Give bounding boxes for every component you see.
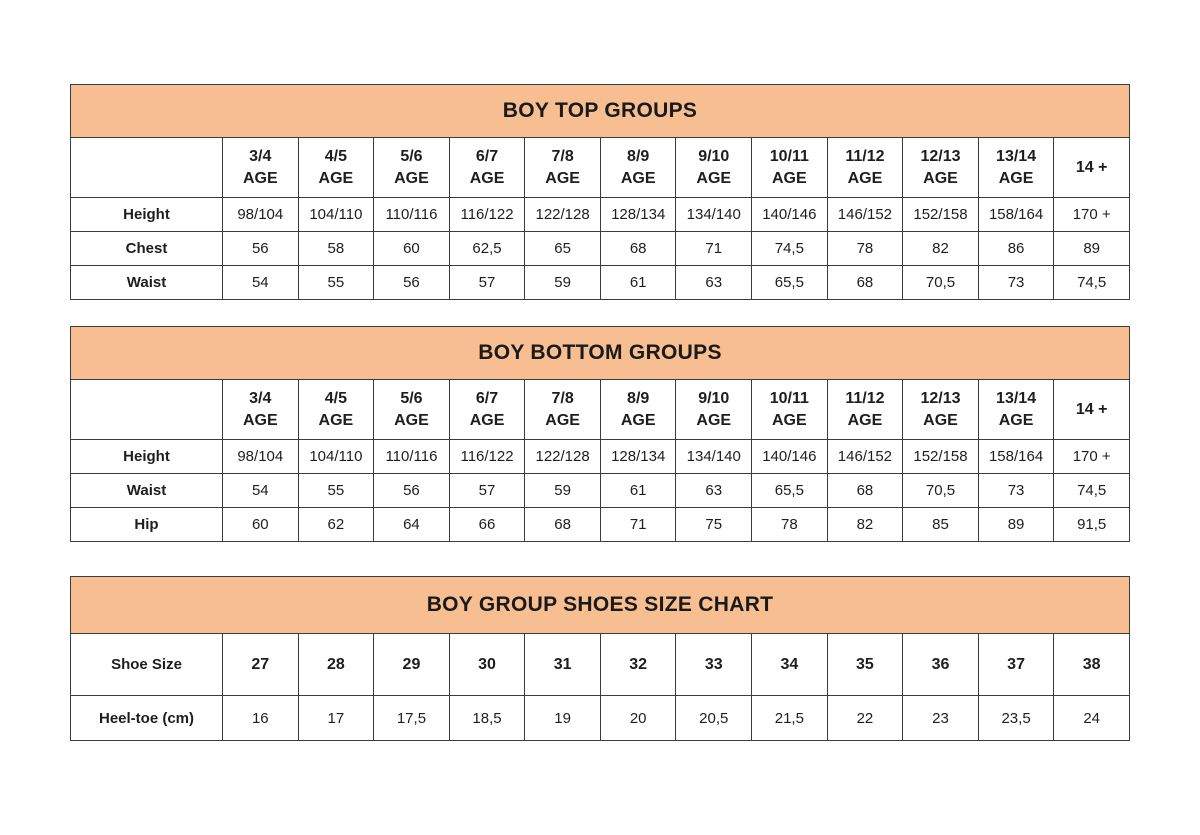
column-header-value: 8/9 (627, 390, 650, 408)
column-header-row (71, 634, 1130, 696)
column-header-cell (374, 634, 450, 696)
size-table-grid (70, 84, 1130, 300)
column-header-cell (298, 634, 374, 696)
column-header-cell (1054, 380, 1130, 440)
column-header-cell (600, 634, 676, 696)
column-header-cell (903, 634, 979, 696)
column-header-row (71, 380, 1130, 440)
measurement-value-cell: 59 (525, 474, 601, 508)
measurement-value-cell: 65,5 (752, 266, 828, 300)
measurement-value-cell: 55 (298, 474, 374, 508)
column-header-cell (903, 138, 979, 198)
column-header-value: 33 (704, 655, 723, 673)
column-header-unit: AGE (847, 169, 883, 187)
column-header-value: 6/7 (475, 148, 499, 166)
measurement-value-cell: 65,5 (752, 474, 828, 508)
column-header-cell (1054, 138, 1130, 198)
column-header-value: 6/7 (475, 390, 499, 408)
measurement-value-cell: 63 (676, 474, 752, 508)
column-header-unit: AGE (696, 411, 732, 429)
column-header-value: 7/8 (551, 390, 574, 408)
measurement-value-cell: 60 (374, 232, 450, 266)
measurement-value-cell: 63 (676, 266, 752, 300)
column-header-value: 12/13 (920, 390, 961, 408)
measurement-value-cell: 23 (903, 696, 979, 741)
measurement-value-cell: 62,5 (449, 232, 525, 266)
column-header-value: 11/12 (845, 148, 885, 166)
boy-bottom-groups-table (70, 326, 1130, 542)
measurement-value-cell: 104/110 (298, 198, 374, 232)
column-header-cell (449, 634, 525, 696)
column-header-value: 27 (251, 655, 270, 673)
measurement-value-cell: 134/140 (676, 198, 752, 232)
table-title-row (71, 577, 1130, 634)
measurement-value-cell: 16 (223, 696, 299, 741)
column-header-cell (903, 380, 979, 440)
column-header-cell (525, 380, 601, 440)
measurement-value-cell: 20 (600, 696, 676, 741)
column-header-unit: AGE (696, 169, 732, 187)
column-header-value: 8/9 (627, 148, 650, 166)
column-header-value: 36 (931, 655, 950, 673)
measurement-value-cell: 70,5 (903, 474, 979, 508)
column-header-value: 37 (1007, 655, 1025, 673)
column-header-unit: AGE (318, 169, 354, 187)
column-header-value: 14 + (1075, 400, 1108, 418)
measurement-value-cell: 122/128 (525, 440, 601, 474)
measurement-value-cell: 74,5 (1054, 266, 1130, 300)
column-header-unit: AGE (242, 169, 278, 187)
measurement-row (71, 266, 1130, 300)
measurement-value-cell: 54 (223, 474, 299, 508)
measurement-value-cell: 61 (600, 474, 676, 508)
column-header-cell (600, 138, 676, 198)
header-row-label: Shoe Size (71, 634, 223, 696)
measurement-value-cell: 152/158 (903, 440, 979, 474)
measurement-value-cell: 86 (978, 232, 1054, 266)
column-header-cell (374, 138, 450, 198)
column-header-unit: AGE (772, 169, 807, 187)
measurement-row-label: Heel-toe (cm) (71, 696, 223, 741)
measurement-row-label: Waist (71, 266, 223, 300)
column-header-value: 14 + (1075, 158, 1108, 176)
table-title-row (71, 327, 1130, 380)
column-header-cell (827, 634, 903, 696)
measurement-value-cell: 17,5 (374, 696, 450, 741)
column-header-unit: AGE (847, 411, 883, 429)
column-header-value: 13/14 (996, 148, 1037, 166)
column-header-value: 9/10 (698, 390, 730, 408)
measurement-value-cell: 55 (298, 266, 374, 300)
column-header-cell (525, 138, 601, 198)
measurement-value-cell: 158/164 (978, 198, 1054, 232)
column-header-value: 13/14 (996, 390, 1037, 408)
header-row-label (71, 138, 223, 198)
measurement-value-cell: 68 (600, 232, 676, 266)
column-header-cell (525, 634, 601, 696)
measurement-value-cell: 158/164 (978, 440, 1054, 474)
column-header-unit: AGE (998, 411, 1034, 429)
column-header-value: 31 (553, 655, 572, 673)
column-header-value: 9/10 (698, 148, 730, 166)
size-table-grid (70, 326, 1130, 542)
measurement-value-cell: 75 (676, 508, 752, 542)
column-header-cell (298, 380, 374, 440)
size-table-grid (70, 576, 1130, 741)
measurement-value-cell: 146/152 (827, 198, 903, 232)
measurement-value-cell: 56 (223, 232, 299, 266)
column-header-value: 29 (402, 655, 421, 673)
measurement-value-cell: 89 (1054, 232, 1130, 266)
measurement-value-cell: 66 (449, 508, 525, 542)
measurement-value-cell: 170 + (1054, 198, 1130, 232)
column-header-cell (827, 380, 903, 440)
column-header-cell (223, 634, 299, 696)
column-header-unit: AGE (545, 169, 580, 187)
measurement-value-cell: 22 (827, 696, 903, 741)
measurement-value-cell: 73 (978, 474, 1054, 508)
measurement-value-cell: 60 (223, 508, 299, 542)
column-header-cell (449, 138, 525, 198)
measurement-row (71, 474, 1130, 508)
column-header-value: 34 (780, 655, 799, 673)
measurement-value-cell: 134/140 (676, 440, 752, 474)
measurement-value-cell: 98/104 (223, 440, 299, 474)
measurement-row (71, 508, 1130, 542)
table-title: BOY TOP GROUPS (71, 85, 1130, 138)
measurement-row-label: Height (71, 198, 223, 232)
column-header-cell (223, 380, 299, 440)
measurement-value-cell: 73 (978, 266, 1054, 300)
measurement-row-label: Height (71, 440, 223, 474)
measurement-value-cell: 140/146 (752, 198, 828, 232)
column-header-unit: AGE (923, 411, 958, 429)
column-header-cell (978, 380, 1054, 440)
header-row-label (71, 380, 223, 440)
column-header-value: 3/4 (249, 390, 272, 408)
measurement-value-cell: 122/128 (525, 198, 601, 232)
column-header-unit: AGE (469, 411, 505, 429)
column-header-cell (978, 138, 1054, 198)
column-header-value: 32 (629, 655, 648, 673)
measurement-value-cell: 56 (374, 266, 450, 300)
measurement-value-cell: 54 (223, 266, 299, 300)
measurement-row-label: Chest (71, 232, 223, 266)
column-header-unit: AGE (394, 411, 429, 429)
measurement-value-cell: 98/104 (223, 198, 299, 232)
column-header-cell (827, 138, 903, 198)
measurement-value-cell: 71 (676, 232, 752, 266)
column-header-value: 3/4 (249, 148, 272, 166)
measurement-value-cell: 68 (525, 508, 601, 542)
column-header-unit: AGE (469, 169, 505, 187)
column-header-cell (752, 380, 828, 440)
column-header-cell (676, 138, 752, 198)
measurement-row-label: Hip (71, 508, 223, 542)
table-title-row (71, 85, 1130, 138)
column-header-cell (374, 380, 450, 440)
column-header-value: 10/11 (769, 148, 809, 166)
measurement-row (71, 440, 1130, 474)
measurement-value-cell: 68 (827, 266, 903, 300)
column-header-row (71, 138, 1130, 198)
measurement-value-cell: 70,5 (903, 266, 979, 300)
measurement-value-cell: 82 (827, 508, 903, 542)
measurement-value-cell: 89 (978, 508, 1054, 542)
measurement-value-cell: 110/116 (374, 440, 450, 474)
measurement-value-cell: 116/122 (449, 440, 525, 474)
measurement-value-cell: 19 (525, 696, 601, 741)
column-header-unit: AGE (394, 169, 429, 187)
boy-size-charts-page (70, 84, 1130, 741)
measurement-value-cell: 74,5 (1054, 474, 1130, 508)
measurement-value-cell: 116/122 (449, 198, 525, 232)
column-header-unit: AGE (772, 411, 807, 429)
column-header-value: 38 (1082, 655, 1101, 673)
column-header-unit: AGE (242, 411, 278, 429)
column-header-cell (223, 138, 299, 198)
measurement-value-cell: 59 (525, 266, 601, 300)
column-header-unit: AGE (318, 411, 354, 429)
measurement-value-cell: 91,5 (1054, 508, 1130, 542)
measurement-value-cell: 82 (903, 232, 979, 266)
column-header-cell (676, 380, 752, 440)
measurement-value-cell: 146/152 (827, 440, 903, 474)
column-header-value: 7/8 (551, 148, 574, 166)
measurement-value-cell: 152/158 (903, 198, 979, 232)
measurement-value-cell: 56 (374, 474, 450, 508)
column-header-cell (978, 634, 1054, 696)
measurement-value-cell: 74,5 (752, 232, 828, 266)
column-header-value: 5/6 (400, 148, 423, 166)
boy-top-groups-table (70, 84, 1130, 300)
measurement-value-cell: 57 (449, 474, 525, 508)
column-header-unit: AGE (998, 169, 1034, 187)
measurement-value-cell: 68 (827, 474, 903, 508)
measurement-value-cell: 61 (600, 266, 676, 300)
table-title: BOY GROUP SHOES SIZE CHART (71, 577, 1130, 634)
column-header-value: 10/11 (769, 390, 809, 408)
measurement-value-cell: 128/134 (600, 198, 676, 232)
column-header-cell (449, 380, 525, 440)
table-title: BOY BOTTOM GROUPS (71, 327, 1130, 380)
measurement-value-cell: 23,5 (978, 696, 1054, 741)
column-header-value: 30 (478, 655, 496, 673)
measurement-value-cell: 58 (298, 232, 374, 266)
column-header-cell (676, 634, 752, 696)
measurement-value-cell: 78 (827, 232, 903, 266)
column-header-value: 11/12 (845, 390, 885, 408)
measurement-value-cell: 64 (374, 508, 450, 542)
column-header-value: 28 (326, 655, 345, 673)
column-header-value: 5/6 (400, 390, 423, 408)
column-header-cell (752, 138, 828, 198)
column-header-value: 12/13 (920, 148, 961, 166)
column-header-value: 35 (856, 655, 874, 673)
measurement-value-cell: 21,5 (752, 696, 828, 741)
measurement-value-cell: 17 (298, 696, 374, 741)
measurement-value-cell: 65 (525, 232, 601, 266)
boy-shoes-size-chart-table (70, 576, 1130, 741)
column-header-cell (752, 634, 828, 696)
measurement-value-cell: 20,5 (676, 696, 752, 741)
measurement-value-cell: 24 (1054, 696, 1130, 741)
measurement-row-label: Waist (71, 474, 223, 508)
column-header-unit: AGE (545, 411, 580, 429)
measurement-value-cell: 71 (600, 508, 676, 542)
column-header-cell (298, 138, 374, 198)
measurement-value-cell: 57 (449, 266, 525, 300)
column-header-value: 4/5 (324, 148, 347, 166)
measurement-row (71, 198, 1130, 232)
measurement-value-cell: 78 (752, 508, 828, 542)
measurement-value-cell: 128/134 (600, 440, 676, 474)
column-header-unit: AGE (620, 169, 656, 187)
measurement-value-cell: 62 (298, 508, 374, 542)
column-header-unit: AGE (923, 169, 958, 187)
measurement-row (71, 696, 1130, 741)
measurement-value-cell: 104/110 (298, 440, 374, 474)
measurement-value-cell: 18,5 (449, 696, 525, 741)
measurement-value-cell: 170 + (1054, 440, 1130, 474)
measurement-value-cell: 110/116 (374, 198, 450, 232)
measurement-value-cell: 140/146 (752, 440, 828, 474)
column-header-cell (1054, 634, 1130, 696)
measurement-row (71, 232, 1130, 266)
measurement-value-cell: 85 (903, 508, 979, 542)
column-header-unit: AGE (620, 411, 656, 429)
column-header-value: 4/5 (324, 390, 347, 408)
column-header-cell (600, 380, 676, 440)
